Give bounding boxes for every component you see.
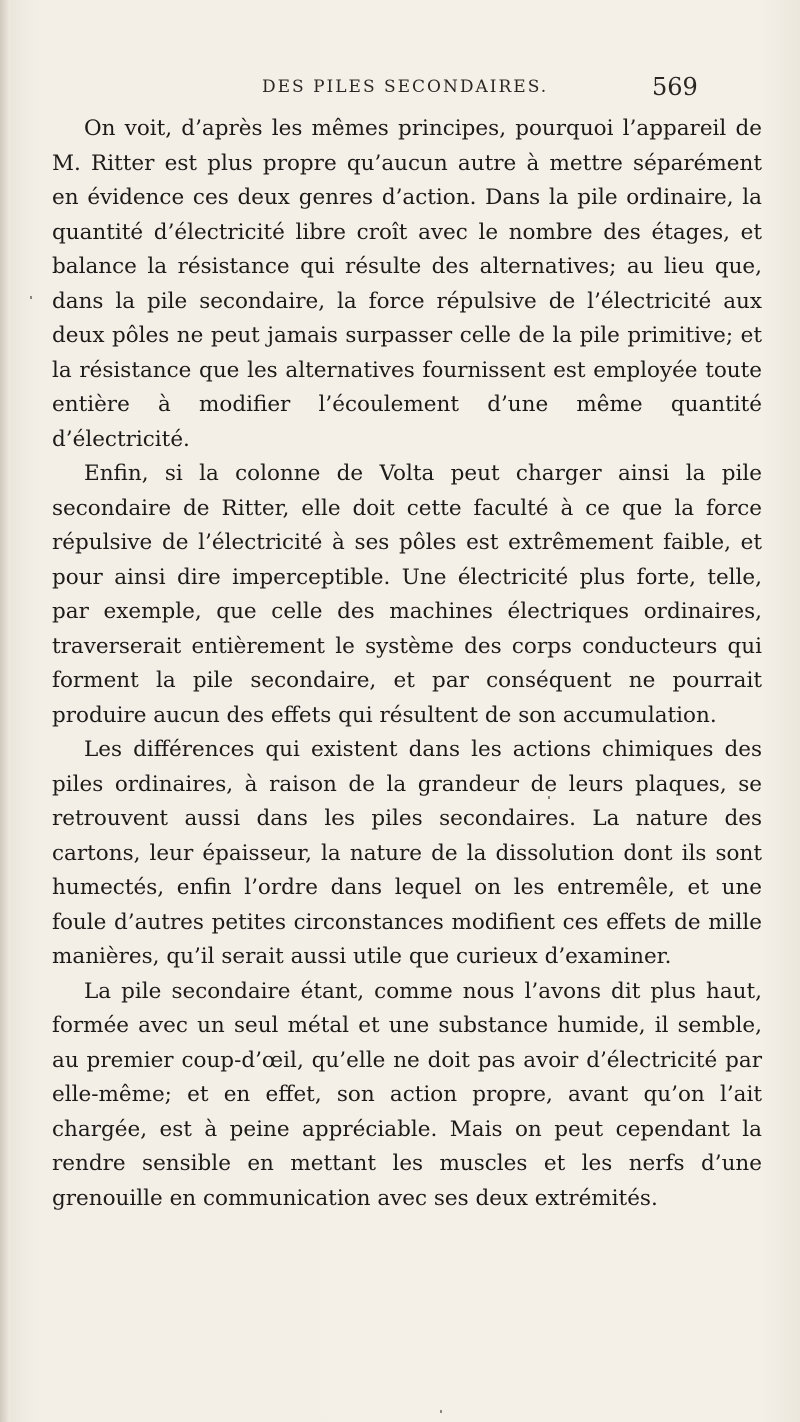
- print-speck: [30, 296, 32, 299]
- page-header: [0, 73, 800, 107]
- paragraph-1: On voit, d’après les mêmes principes, pourquoi l’appareil de M. Ritter est plus propre qu’aucun autre à mettre séparément en évidence ces deux genres d’action. Dans la pile ordinaire, la quantité d’électricité libre croît avec le nombre des étages, et balance la résistance qui résulte des alternatives; au lieu que, dans la pile secondaire, la force répulsive de l’électricité aux deux pôles ne peut jamais surpasser celle de la pile primitive; et la résistance que les alternatives fournissent est employée toute entière à modifier l’écoulement d’une même quantité d’électricité.: [52, 116, 762, 452]
- print-speck: [548, 796, 550, 799]
- running-title: DES PILES SECONDAIRES.: [262, 77, 549, 97]
- body-text: [52, 112, 762, 1216]
- paragraph-2: Enfin, si la colonne de Volta peut charger ainsi la pile secondaire de Ritter, elle doit cette faculté à ce que la force répulsive de l’électricité à ses pôles est extrêmement faible, et pour ainsi dire imperceptible. Une électricité plus forte, telle, par exemple, que celle des machines électriques ordinaires, traverserait entièrement le système des corps conducteurs qui forment la pile secondaire, et par conséquent ne pourrait produire aucun des effets qui résultent de son accumulation.: [52, 461, 762, 728]
- page-edge-shadow: [0, 0, 10, 1422]
- print-speck: [440, 1410, 442, 1413]
- page-number: 569: [652, 73, 698, 101]
- paragraph-3: Les différences qui existent dans les actions chimiques des piles ordinaires, à raison de la grandeur de leurs plaques, se retrouvent aussi dans les piles secondaires. La nature des cartons, leur épaisseur, la nature de la dissolution dont ils sont humectés, enfin l’ordre dans lequel on les entremêle, et une foule d’autres petites circonstances modifient ces effets de mille manières, qu’il serait aussi utile que curieux d’examiner.: [52, 737, 762, 969]
- paragraph-4: La pile secondaire étant, comme nous l’avons dit plus haut, formée avec un seul métal et une substance humide, il semble, au premier coup-d’œil, qu’elle ne doit pas avoir d’électricité par elle-même; et en effet, son action propre, avant qu’on l’ait chargée, est à peine appréciable. Mais on peut cependant la rendre sensible en mettant les muscles et les nerfs d’une grenouille en communication avec ses deux extrémités.: [52, 978, 762, 1211]
